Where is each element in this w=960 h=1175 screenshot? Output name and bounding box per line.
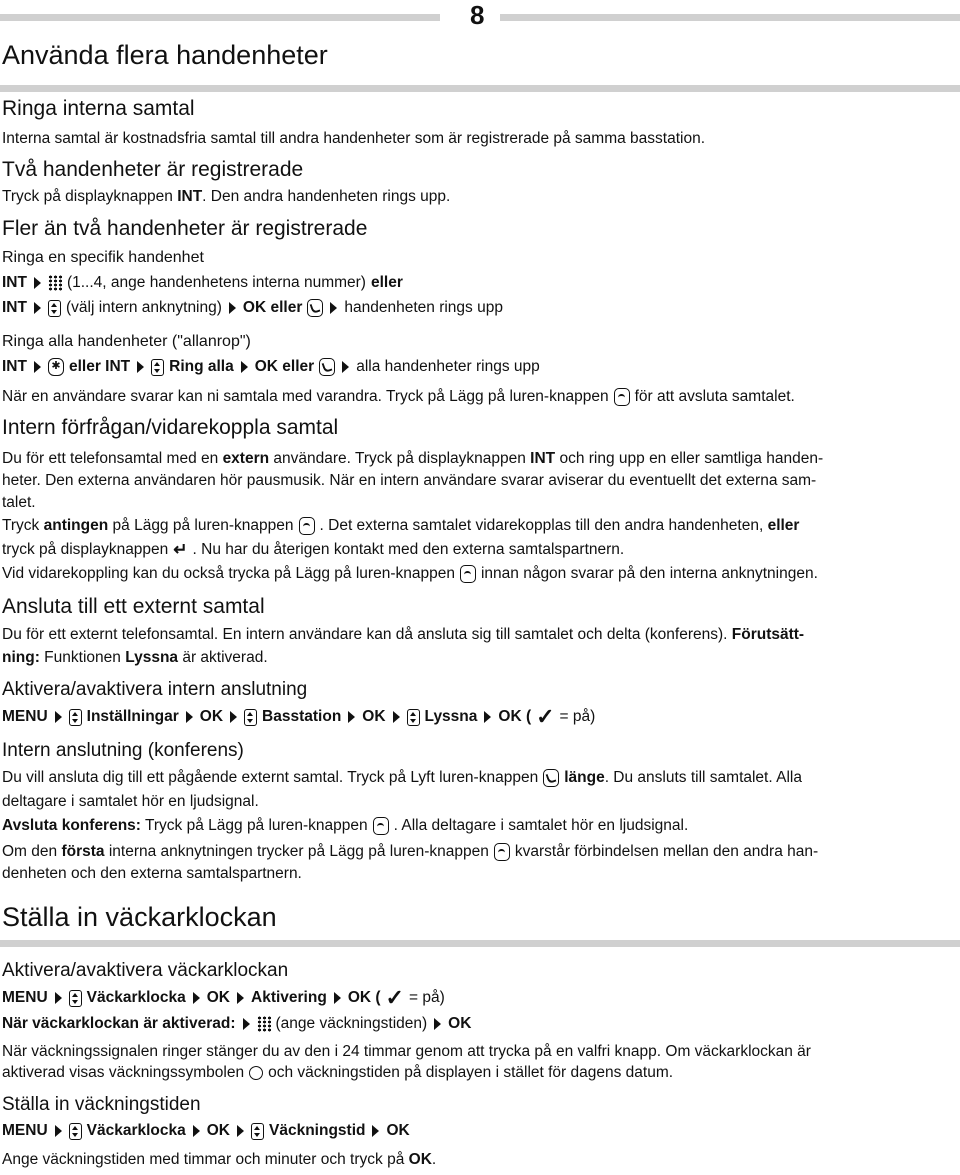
section-title-vackarklockan: Ställa in väckarklockan [2, 902, 277, 932]
instruction-line-1: INT (1...4, ange handenhetens interna nummer) eller [2, 274, 403, 291]
paragraph-forsta-anknytning: Om den första interna anknytningen trycker på Lägg på luren-knappen kvarstår förbindelsen mellan den andra han- [2, 843, 819, 860]
page-number: 8 [470, 0, 485, 30]
arrow-icon [137, 361, 144, 373]
paragraph-svarar: När en användare svarar kan ni samtala med varandra. Tryck på Lägg på luren-knappen för att avsluta samtalet. [2, 388, 795, 405]
paragraph-forfragan-3: talet. [2, 494, 36, 511]
paragraph-ansluta-2: ning: Funktionen Lyssna är aktiverad. [2, 649, 268, 666]
checkmark-icon: ✓ [536, 704, 555, 729]
heading-tva-handenheter: Två handenheter är registrerade [2, 158, 304, 181]
talk-key-icon [319, 358, 335, 376]
arrow-icon [193, 992, 200, 1004]
navigation-key-icon [407, 709, 420, 726]
checkmark-icon: ✓ [385, 985, 404, 1010]
arrow-icon [342, 361, 349, 373]
navigation-key-icon [69, 1123, 82, 1140]
menu-path-vackningstid: MENU Väckarklocka OK Väckningstid OK [2, 1122, 410, 1139]
paragraph-forsta-anknytning-2: denheten och den externa samtalspartnern. [2, 865, 302, 882]
arrow-icon [330, 302, 337, 314]
arrow-icon [55, 992, 62, 1004]
heading-specifik-handenhet: Ringa en specifik handenhet [2, 249, 204, 266]
alarm-symbol-icon [249, 1066, 263, 1080]
talk-key-icon [307, 299, 323, 317]
arrow-icon [34, 302, 41, 314]
paragraph-forfragan-1: Du för ett telefonsamtal med en extern användare. Tryck på displayknappen INT och ring upp en eller samtliga handen- [2, 450, 824, 467]
heading-ansluta-externt: Ansluta till ett externt samtal [2, 595, 265, 618]
talk-key-icon [543, 769, 559, 787]
navigation-key-icon [48, 300, 61, 317]
section-title-handenheter: Använda flera handenheter [2, 40, 328, 70]
arrow-icon [348, 711, 355, 723]
arrow-icon [237, 1125, 244, 1137]
paragraph-vidarekoppling: Vid vidarekoppling kan du också trycka på Lägg på luren-knappen innan någon svarar på den interna anknytningen. [2, 565, 818, 582]
end-call-key-icon [299, 517, 315, 535]
instruction-line-3: INT ✱ eller INT Ring alla OK eller alla handenheter rings upp [2, 358, 540, 375]
paragraph-tva: Tryck på displayknappen INT. Den andra handenheten rings upp. [2, 188, 451, 205]
arrow-icon [229, 302, 236, 314]
paragraph-vackningssignal-2: aktiverad visas väckningssymbolen och väckningstiden på displayen i stället för dagens datum. [2, 1064, 674, 1081]
navigation-key-icon [69, 990, 82, 1007]
paragraph-ansluta-1: Du för ett externt telefonsamtal. En intern användare kan då ansluta sig till samtalet och delta (konferens). Förutsätt- [2, 626, 805, 643]
arrow-icon [34, 277, 41, 289]
navigation-key-icon [151, 359, 164, 376]
instruction-vackningstid: När väckarklockan är aktiverad: (ange väckningstiden) OK [2, 1015, 472, 1032]
star-key-icon: ✱ [48, 358, 64, 376]
back-arrow-icon: ↵ [173, 540, 188, 559]
heading-aktivera-anslutning: Aktivera/avaktivera intern anslutning [2, 679, 308, 700]
end-call-key-icon [614, 388, 630, 406]
arrow-icon [334, 992, 341, 1004]
heading-ringa-alla: Ringa alla handenheter ("allanrop") [2, 333, 251, 350]
end-call-key-icon [494, 843, 510, 861]
arrow-icon [55, 1125, 62, 1137]
end-call-key-icon [460, 565, 476, 583]
navigation-key-icon [251, 1123, 264, 1140]
arrow-icon [237, 992, 244, 1004]
paragraph-konferens-1: Du vill ansluta dig till ett pågående externt samtal. Tryck på Lyft luren-knappen länge. Du ansluts till samtalet. Alla [2, 769, 802, 786]
paragraph-displayknappen: tryck på displayknappen ↵ . Nu har du återigen kontakt med den externa samtalspartnern. [2, 540, 625, 559]
arrow-icon [34, 361, 41, 373]
arrow-icon [193, 1125, 200, 1137]
arrow-icon [241, 361, 248, 373]
section-rule [0, 85, 960, 92]
arrow-icon [372, 1125, 379, 1137]
paragraph-avsluta-konferens: Avsluta konferens: Tryck på Lägg på luren-knappen . Alla deltagare i samtalet hör en ljudsignal. [2, 817, 689, 834]
menu-path-lyssna: MENU Inställningar OK Basstation OK Lyssna OK ( ✓ = på) [2, 704, 596, 729]
keypad-icon [48, 275, 62, 291]
keypad-icon [257, 1016, 271, 1032]
paragraph-vackningssignal-1: När väckningssignalen ringer stänger du av den i 24 timmar genom att trycka på en valfri knapp. Om väckarklockan är [2, 1043, 811, 1060]
heading-ringa-interna: Ringa interna samtal [2, 97, 195, 120]
navigation-key-icon [244, 709, 257, 726]
arrow-icon [393, 711, 400, 723]
instruction-line-2: INT (välj intern anknytning) OK eller handenheten rings upp [2, 299, 503, 316]
heading-fler-handenheter: Fler än två handenheter är registrerade [2, 217, 368, 240]
section-rule [0, 940, 960, 947]
arrow-icon [434, 1018, 441, 1030]
paragraph-konferens-2: deltagare i samtalet hör en ljudsignal. [2, 793, 259, 810]
heading-intern-forfragan: Intern förfrågan/vidarekoppla samtal [2, 416, 339, 439]
heading-intern-konferens: Intern anslutning (konferens) [2, 740, 244, 761]
arrow-icon [230, 711, 237, 723]
heading-aktivera-vackarklockan: Aktivera/avaktivera väckarklockan [2, 960, 289, 981]
paragraph-antingen: Tryck antingen på Lägg på luren-knappen . Det externa samtalet vidarekopplas till den andra handenheten, eller [2, 517, 800, 534]
heading-stalla-in-vackningstiden: Ställa in väckningstiden [2, 1094, 201, 1115]
header-rule-right [500, 14, 960, 21]
paragraph-forfragan-2: heter. Den externa användaren hör pausmusik. När en intern användare svarar aviserar du eventuellt det externa sam- [2, 472, 817, 489]
end-call-key-icon [373, 817, 389, 835]
header-rule-left [0, 14, 440, 21]
menu-path-aktivering: MENU Väckarklocka OK Aktivering OK ( ✓ = på) [2, 985, 445, 1010]
arrow-icon [243, 1018, 250, 1030]
arrow-icon [55, 711, 62, 723]
paragraph-interna: Interna samtal är kostnadsfria samtal till andra handenheter som är registrerade på samma basstation. [2, 130, 706, 147]
paragraph-ange-vackningstid: Ange väckningstiden med timmar och minuter och tryck på OK. [2, 1151, 437, 1168]
arrow-icon [484, 711, 491, 723]
arrow-icon [186, 711, 193, 723]
navigation-key-icon [69, 709, 82, 726]
